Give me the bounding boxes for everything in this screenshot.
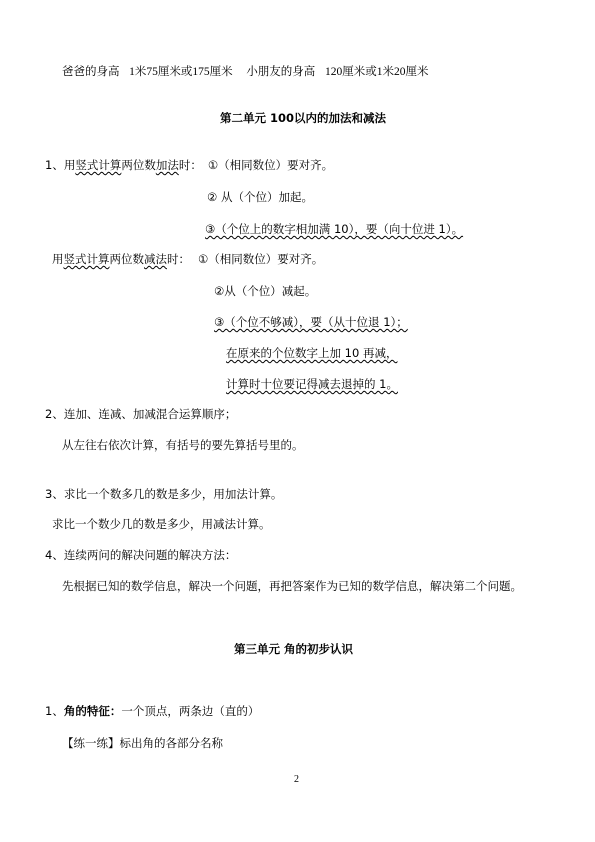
two-step-heading: 4、连续两问的解决问题的解决方法：: [45, 548, 237, 562]
text: 两位数: [109, 252, 144, 266]
emphasis-text: 竖式计算: [63, 252, 110, 266]
emphasis-text: 减法: [144, 252, 167, 266]
addition-rule-line3: ③（个位上的数字相加满 10），要（向十位进 1）。: [205, 222, 464, 236]
less-than-rule: 求比一个数少几的数是多少，用减法计算。: [52, 517, 271, 531]
unit3-title: 第三单元 角的初步认识: [234, 642, 354, 656]
father-height-value: 1米75厘米或175厘米: [129, 66, 233, 78]
text: 用: [63, 158, 76, 172]
angle-feature-text: 一个顶点，两条边（直的）: [121, 704, 260, 718]
subtraction-rule-line2: ②从（个位）减起。: [214, 284, 317, 298]
emphasis-text: 竖式计算: [75, 158, 122, 172]
more-than-rule: 3、求比一个数多几的数是多少，用加法计算。: [45, 487, 283, 501]
text: 时：: [178, 158, 202, 172]
order-rule-heading: 2、连加、连减、加减混合运算顺序；: [45, 407, 237, 421]
father-height-label: 爸爸的身高: [62, 64, 120, 78]
angle-feature-label: 角的特征：: [63, 704, 122, 718]
practice-line: 【练一练】标出角的各部分名称: [62, 736, 223, 750]
subtraction-rule-line3: ③（个位不够减），要（从十位退 1）；: [214, 315, 408, 329]
unit2-title: 第二单元 100以内的加法和减法: [220, 111, 387, 125]
subtraction-rule-line1: [52, 251, 323, 267]
item-number: 1、: [45, 158, 64, 172]
page-number: 2: [294, 774, 299, 785]
rule-text: ①（相同数位）要对齐。: [198, 252, 324, 266]
two-step-text: 先根据已知的数学信息，解决一个问题，再把答案作为已知的数学信息，解决第二个问题。: [62, 579, 522, 593]
child-height-label: 小朋友的身高: [246, 64, 316, 78]
child-height-value: 120厘米或1米20厘米: [324, 66, 429, 78]
text: 两位数: [121, 158, 156, 172]
angle-feature-line: [45, 703, 259, 719]
subtraction-rule-line4: 在原来的个位数字上加 10 再减，: [226, 346, 398, 360]
text: 用: [52, 252, 64, 266]
addition-rule-line2: ② 从（个位）加起。: [207, 190, 313, 204]
emphasis-text: 加法: [155, 158, 179, 172]
addition-rule-line1: [45, 157, 333, 173]
subtraction-rule-line5: 计算时十位要记得减去退掉的 1。: [226, 377, 398, 391]
text: 时：: [167, 252, 190, 266]
item-number: 1、: [45, 704, 64, 718]
rule-text: ①（相同数位）要对齐。: [207, 158, 334, 172]
order-rule-text: 从左往右依次计算，有括号的要先算括号里的。: [62, 438, 304, 452]
height-line: [62, 63, 428, 80]
